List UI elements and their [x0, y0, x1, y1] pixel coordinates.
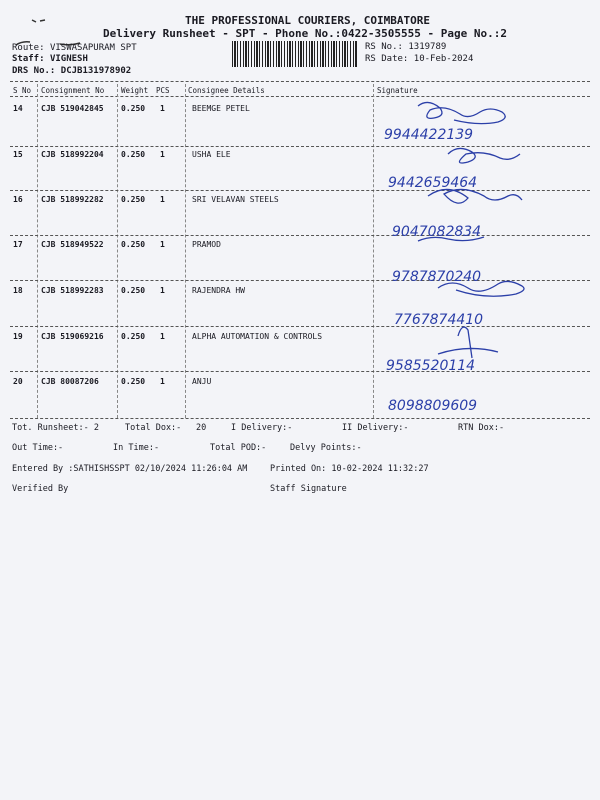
row-consignment: CJB 518992282: [41, 195, 104, 204]
row-pcs: 1: [160, 377, 165, 386]
tot-runsheet: Tot. Runsheet:- 2: [12, 423, 99, 433]
page-subtitle: Delivery Runsheet - SPT - Phone No.:0422-3505555 - Page No.:2: [103, 27, 507, 40]
row-consignment: CJB 518992283: [41, 286, 104, 295]
printed-on: Printed On: 10-02-2024 11:32:27: [270, 464, 429, 474]
rs-date-label: RS Date:: [365, 54, 409, 64]
row-consignment: CJB 518949522: [41, 240, 104, 249]
row-consignee: PRAMOD: [192, 240, 221, 249]
rs-date-line: [365, 54, 473, 64]
verified-by: Verified By: [12, 484, 69, 494]
i-delivery: I Delivery:-: [231, 423, 293, 433]
total-dox-label: Total Dox:-: [125, 423, 182, 433]
row-sno: 20: [13, 377, 23, 386]
total-dox-value: 20: [196, 423, 207, 433]
signature-phone: 9787870240: [392, 269, 482, 285]
total-pod: Total POD:-: [210, 443, 267, 453]
row-pcs: 1: [160, 104, 165, 113]
rs-no-line: [365, 42, 446, 52]
row-consignment: CJB 519042845: [41, 104, 104, 113]
row-pcs: 1: [160, 195, 165, 204]
staff-signature: Staff Signature: [270, 484, 347, 494]
rtn-dox: RTN Dox:-: [458, 423, 505, 433]
signature-phone: 8098809609: [388, 398, 478, 414]
column-divider: [117, 84, 118, 418]
row-consignment: CJB 519069216: [41, 332, 104, 341]
signature-phone: 9585520114: [386, 358, 476, 374]
row-consignee: RAJENDRA HW: [192, 286, 245, 295]
drs-value: DCJB131978902: [60, 66, 132, 76]
ii-delivery: II Delivery:-: [342, 423, 409, 433]
row-consignment: CJB 518992204: [41, 150, 104, 159]
row-consignee: USHA ELE: [192, 150, 231, 159]
row-weight: 0.250: [121, 240, 146, 249]
out-time: Out Time:-: [12, 443, 64, 453]
barcode: [232, 41, 357, 67]
route-label: Route:: [12, 43, 45, 53]
row-consignee: ALPHA AUTOMATION & CONTROLS: [192, 332, 323, 341]
row-pcs: 1: [160, 150, 165, 159]
row-weight: 0.250: [121, 195, 146, 204]
signature-phone: 9944422139: [384, 127, 474, 143]
row-pcs: 1: [160, 240, 165, 249]
staff-line: [12, 54, 88, 64]
column-header-sno: S No: [13, 86, 32, 95]
row-weight: 0.250: [121, 286, 146, 295]
row-consignee: ANJU: [192, 377, 212, 386]
entered-by: Entered By :SATHISHSSPT 02/10/2024 11:26:04 AM: [12, 464, 248, 474]
signature-phone: 9047082834: [392, 224, 482, 240]
column-divider: [373, 84, 374, 418]
row-sno: 16: [13, 195, 23, 204]
column-divider: [185, 84, 186, 418]
signature-phone: 7767874410: [394, 312, 484, 328]
column-header-weight: Weight: [121, 86, 149, 95]
drs-label: DRS No.:: [12, 66, 56, 76]
row-sno: 15: [13, 150, 23, 159]
column-header-pcs: PCS: [156, 86, 170, 95]
route-value: VISWASAPURAM SPT: [49, 43, 137, 53]
row-sno: 17: [13, 240, 23, 249]
row-sno: 18: [13, 286, 23, 295]
row-sno: 14: [13, 104, 23, 113]
row-pcs: 1: [160, 286, 165, 295]
signatures-area: [378, 96, 588, 416]
rs-no-label: RS No.:: [365, 42, 403, 52]
table-bottom-rule: [10, 418, 590, 419]
row-consignment: CJB 80087206: [41, 377, 99, 386]
rs-date-value: 10-Feb-2024: [413, 54, 474, 64]
column-header-consignee: Consignee Details: [188, 86, 265, 95]
signature-phone: 9442659464: [388, 175, 478, 191]
route-line: [12, 43, 137, 53]
column-header-signature: Signature: [377, 86, 418, 95]
row-weight: 0.250: [121, 150, 146, 159]
row-consignee: SRI VELAVAN STEELS: [192, 195, 279, 204]
column-divider: [37, 84, 38, 418]
drs-line: [12, 66, 131, 76]
row-weight: 0.250: [121, 377, 146, 386]
in-time: In Time:-: [113, 443, 160, 453]
staff-label: Staff:: [12, 54, 45, 64]
row-consignee: BEEMGE PETEL: [192, 104, 250, 113]
delvy-points: Delvy Points:-: [290, 443, 362, 453]
column-header-consignment: Consignment No: [41, 86, 105, 95]
staff-value: VIGNESH: [49, 54, 88, 64]
table-top-rule: [10, 81, 590, 82]
row-weight: 0.250: [121, 332, 146, 341]
rs-no-value: 1319789: [408, 42, 447, 52]
row-weight: 0.250: [121, 104, 146, 113]
row-pcs: 1: [160, 332, 165, 341]
row-sno: 19: [13, 332, 23, 341]
page-title: THE PROFESSIONAL COURIERS, COIMBATORE: [185, 14, 431, 27]
